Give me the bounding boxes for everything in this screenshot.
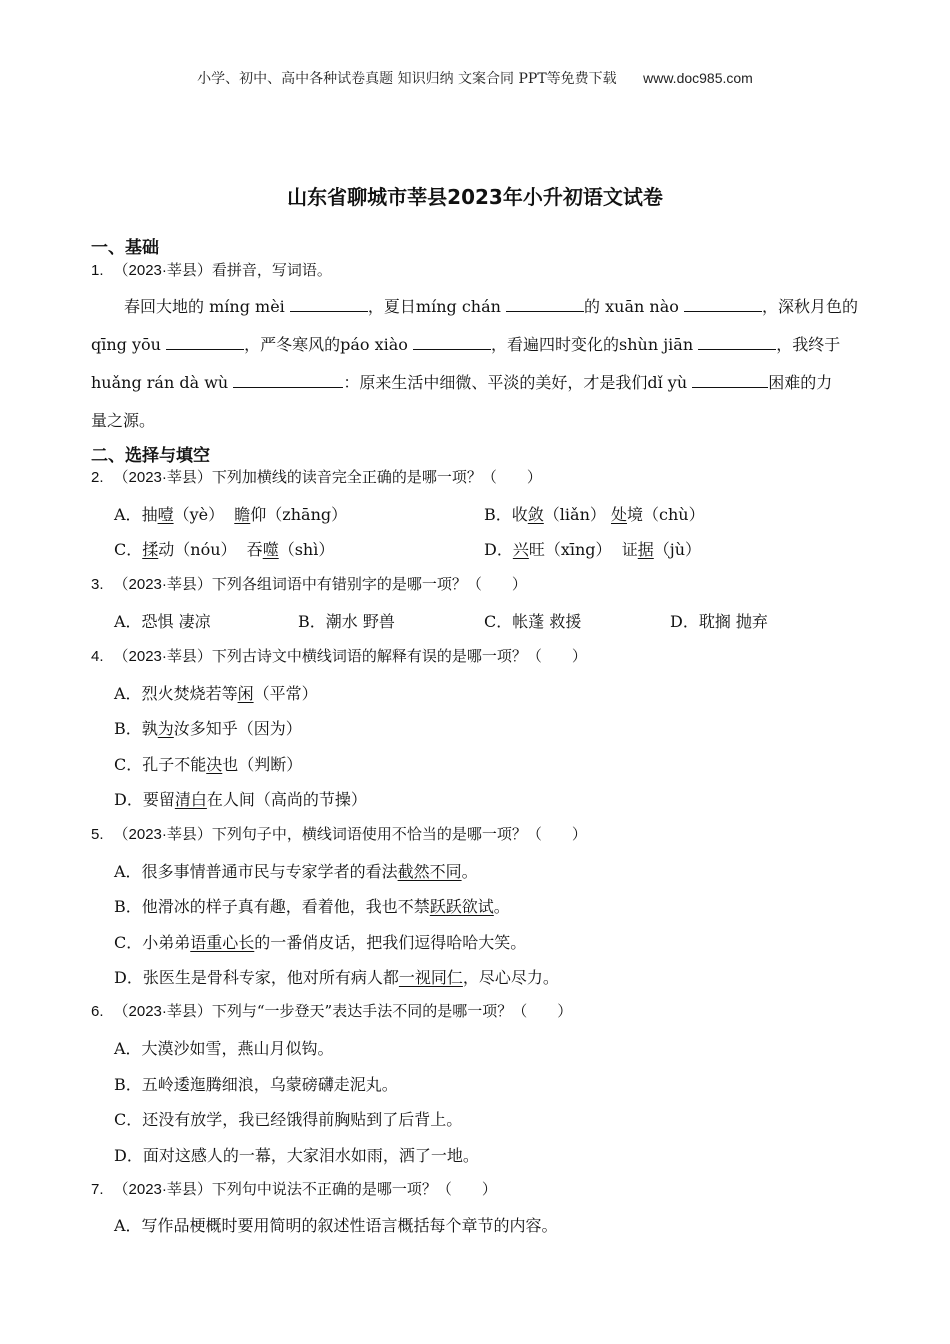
question-3-option-b[interactable]: B．潮水 野兽 xyxy=(298,612,395,631)
question-1-stem: 1. （2023·莘县）看拼音，写词语。 xyxy=(91,261,332,279)
question-1-line-2: qīng yōu ，严冬寒风的páo xiào ，看遍四时变化的shùn jiān ，我终于 xyxy=(91,335,841,354)
exam-title: 山东省聊城市莘县2023年小升初语文试卷 xyxy=(287,185,663,209)
question-5-option-c[interactable]: C．小弟弟语重心长的一番俏皮话，把我们逗得哈哈大笑。 xyxy=(114,933,527,952)
question-2-option-c[interactable]: C．揉动（nóu） 吞噬（shì） xyxy=(114,540,335,559)
answer-blank[interactable] xyxy=(290,297,368,312)
question-6-option-c[interactable]: C．还没有放学，我已经饿得前胸贴到了后背上。 xyxy=(114,1110,463,1129)
header-text: 小学、初中、高中各种试卷真题 知识归纳 文案合同 PPT等免费下载 xyxy=(197,71,617,87)
answer-blank[interactable] xyxy=(698,335,776,350)
question-2-stem: 2. （2023·莘县）下列加横线的读音完全正确的是哪一项？（ ） xyxy=(91,468,542,486)
section-heading-basics: 一、基础 xyxy=(91,238,159,258)
question-3-option-c[interactable]: C．帐蓬 救援 xyxy=(484,612,582,631)
question-4-option-a[interactable]: A．烈火焚烧若等闲（平常） xyxy=(114,684,318,703)
question-3-option-a[interactable]: A．恐惧 凄凉 xyxy=(114,612,211,631)
question-1-line-3: huǎng rán dà wù ：原来生活中细微、平淡的美好，才是我们dǐ yù 困难的力 xyxy=(91,373,833,392)
question-5-option-b[interactable]: B．他滑冰的样子真有趣，看着他，我也不禁跃跃欲试。 xyxy=(114,897,510,916)
question-4-option-c[interactable]: C．孔子不能决也（判断） xyxy=(114,755,303,774)
answer-blank[interactable] xyxy=(166,335,244,350)
answer-blank[interactable] xyxy=(692,373,768,388)
answer-blank[interactable] xyxy=(413,335,491,350)
question-3-option-d[interactable]: D．耽搁 抛弃 xyxy=(670,612,768,631)
section-heading-choice: 二、选择与填空 xyxy=(91,446,210,466)
question-4-option-d[interactable]: D．要留清白在人间（高尚的节操） xyxy=(114,790,367,809)
question-2-option-a[interactable]: A．抽噎（yè） 瞻仰（zhāng） xyxy=(114,505,348,524)
answer-blank[interactable] xyxy=(506,297,584,312)
question-2-option-d[interactable]: D．兴旺（xīng） 证据（jù） xyxy=(484,540,702,559)
question-1-line-1: 春回大地的 míng mèi ，夏日míng chán 的 xuān nào ，深秋月色的 xyxy=(124,297,858,316)
answer-blank[interactable] xyxy=(233,373,343,388)
answer-blank[interactable] xyxy=(684,297,762,312)
question-7-option-a[interactable]: A．写作品梗概时要用简明的叙述性语言概括每个章节的内容。 xyxy=(114,1216,558,1235)
question-2-option-b[interactable]: B．收敛（liǎn） 处境（chù） xyxy=(484,505,705,524)
question-4-option-b[interactable]: B．孰为汝多知乎（因为） xyxy=(114,719,302,738)
question-5-stem: 5. （2023·莘县）下列句子中，横线词语使用不恰当的是哪一项？（ ） xyxy=(91,825,587,843)
question-1-line-4: 量之源。 xyxy=(91,411,156,430)
question-6-option-d[interactable]: D．面对这感人的一幕，大家泪水如雨，洒了一地。 xyxy=(114,1146,479,1165)
question-3-stem: 3. （2023·莘县）下列各组词语中有错别字的是哪一项？（ ） xyxy=(91,575,527,593)
question-6-option-a[interactable]: A．大漠沙如雪，燕山月似钩。 xyxy=(114,1039,334,1058)
question-7-stem: 7. （2023·莘县）下列句中说法不正确的是哪一项？（ ） xyxy=(91,1180,497,1198)
page-header xyxy=(0,68,950,88)
question-6-stem: 6. （2023·莘县）下列与“一步登天”表达手法不同的是哪一项？（ ） xyxy=(91,1002,573,1020)
question-5-option-d[interactable]: D．张医生是骨科专家，他对所有病人都一视同仁，尽心尽力。 xyxy=(114,968,559,987)
question-6-option-b[interactable]: B．五岭逶迤腾细浪，乌蒙磅礴走泥丸。 xyxy=(114,1075,398,1094)
question-5-option-a[interactable]: A．很多事情普通市民与专家学者的看法截然不同。 xyxy=(114,862,478,881)
header-url[interactable]: www.doc985.com xyxy=(643,70,753,86)
question-4-stem: 4. （2023·莘县）下列古诗文中横线词语的解释有误的是哪一项？（ ） xyxy=(91,647,587,665)
